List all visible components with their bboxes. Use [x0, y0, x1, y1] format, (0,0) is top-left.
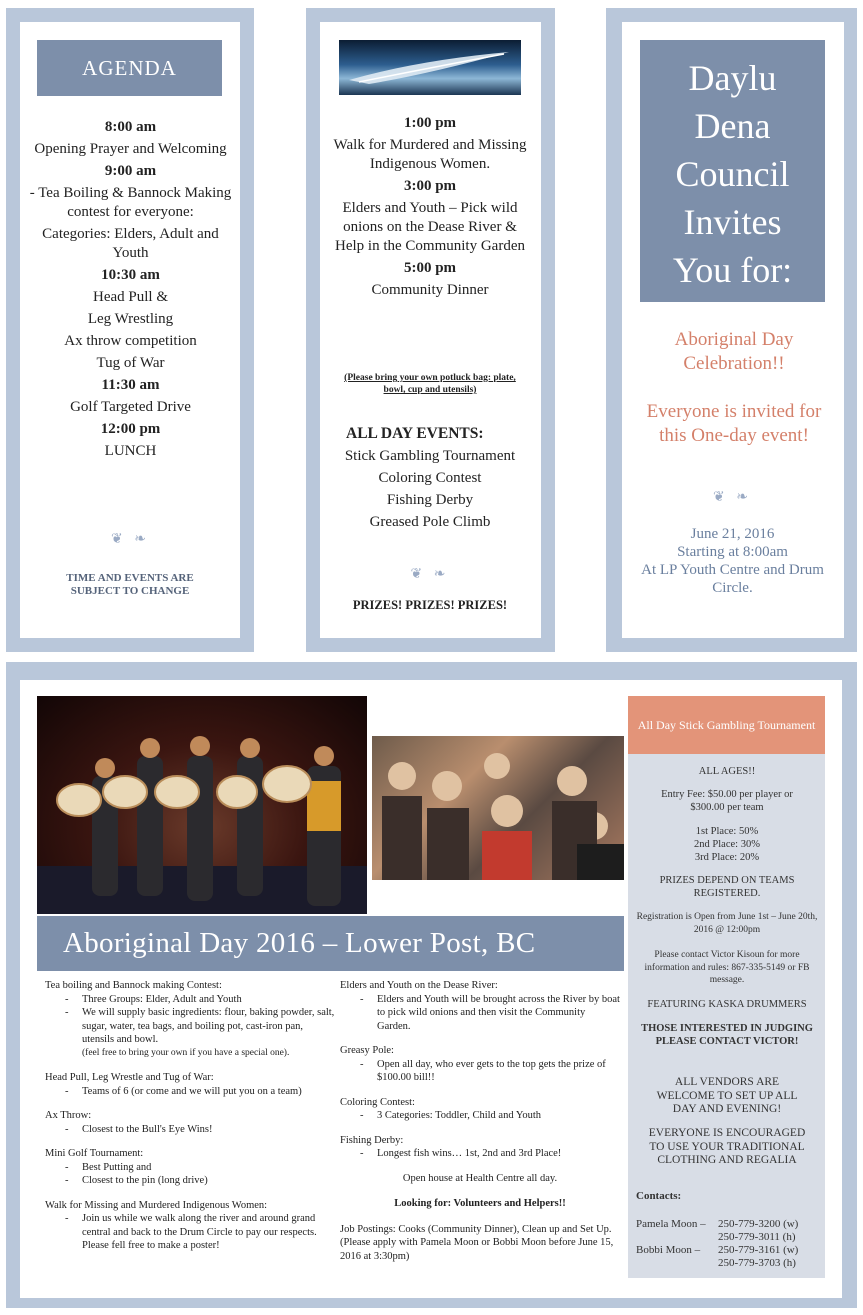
all-day-item: Fishing Derby [386, 492, 474, 508]
title-line: Daylu [688, 58, 777, 98]
section-heading: Mini Golf Tournament: [45, 1148, 144, 1159]
section-heading: Fishing Derby: [340, 1134, 404, 1146]
agenda-note: TIME AND EVENTS ARE SUBJECT TO CHANGE [66, 572, 194, 597]
details-section [45, 1071, 335, 1098]
bullet-item: - 3 Categories: Toddler, Child and Youth [340, 1109, 620, 1123]
contact-row [636, 1218, 822, 1231]
bullet-item: - We will supply basic ingredients: flour, baking powder, salt, sugar, water, tea bags, and boiling pot, cast-iron pan, utensils and bowl. [45, 1006, 335, 1047]
details-section [340, 1044, 620, 1085]
all-ages-text: ALL AGES!! [698, 766, 756, 777]
invite-text: Everyone is invited for this One-day event! [646, 401, 822, 446]
middle-time: 1:00 pm [403, 115, 457, 131]
agenda-list [28, 118, 233, 464]
title-line: Dena [694, 106, 771, 146]
agenda-event: - Tea Boiling & Bannock Making contest for everyone: [29, 185, 232, 220]
open-house-text: Open house at Health Centre all day. [402, 1172, 558, 1184]
details-section [45, 1199, 335, 1253]
agenda-event: Ax throw competition [64, 333, 197, 349]
registration-text: Registration is Open from June 1st – June 20th, 2016 @ 12:00pm [636, 912, 818, 935]
celebration-text: Aboriginal Day Celebration!! [674, 329, 794, 374]
details-right-column [340, 979, 620, 1263]
all-day-item: Greased Pole Climb [369, 514, 491, 530]
entry-fee-text: Entry Fee: $50.00 per player or $300.00 per team [661, 789, 793, 813]
bullet-item: - Best Putting and [45, 1161, 335, 1175]
middle-time: 5:00 pm [403, 260, 457, 276]
contact-phone-home: 250-779-3703 (h) [718, 1257, 796, 1269]
details-section [45, 1109, 335, 1136]
prizes-text: PRIZES! PRIZES! PRIZES! [352, 598, 508, 612]
section-note: (feel free to bring your own if you have a special one). [82, 1047, 290, 1058]
details-section [45, 979, 335, 1060]
judging-text: THOSE INTERESTED IN JUDGING PLEASE CONTACT VICTOR! [641, 1023, 813, 1047]
agenda-event: Golf Targeted Drive [70, 399, 191, 415]
section-heading: Head Pull, Leg Wrestle and Tug of War: [45, 1072, 214, 1083]
place-item: 3rd Place: 20% [694, 852, 760, 863]
place-item: 1st Place: 50% [695, 826, 759, 837]
details-section [340, 979, 620, 1033]
place-item: 2nd Place: 30% [694, 839, 760, 850]
job-postings-text: Job Postings: Cooks (Community Dinner), Clean up and Set Up. (Please apply with Pamela Moon or Bobbi Moon before June 15, 2016 at 3:30pm) [340, 1223, 614, 1262]
agenda-time: 11:30 am [101, 377, 160, 393]
middle-list [330, 114, 530, 303]
middle-event: Elders and Youth – Pick wild onions on the Dease River & Help in the Community Garden [335, 200, 525, 254]
contact-name: Bobbi Moon – [636, 1244, 701, 1256]
feather-graphic [339, 40, 521, 95]
title-line: Invites [683, 202, 782, 242]
featuring-text: FEATURING KASKA DRUMMERS [647, 999, 807, 1010]
bullet-item: - Open all day, who ever gets to the top gets the prize of $100.00 bill!! [340, 1058, 620, 1085]
details-section [45, 1147, 335, 1188]
section-heading: Coloring Contest: [340, 1096, 415, 1108]
prizes-depend-text: PRIZES DEPEND ON TEAMS REGISTERED. [659, 875, 795, 899]
potluck-note: (Please bring your own potluck bag: plate, bowl, cup and utensils) [344, 373, 516, 395]
contacts-list [632, 1218, 822, 1270]
all-day-item: Coloring Contest [378, 470, 482, 486]
title-line: Council [675, 154, 790, 194]
agenda-event: Leg Wrestling [87, 311, 174, 327]
contacts-title: Contacts: [636, 1190, 682, 1202]
contact-name: Pamela Moon – [636, 1218, 706, 1230]
details-left-column [45, 979, 335, 1264]
middle-time: 3:00 pm [403, 178, 457, 194]
contact-victor-text: Please contact Victor Kisoun for more information and rules: 867-335-5149 or FB message. [644, 950, 810, 985]
all-day-item: Stick Gambling Tournament [344, 448, 516, 464]
agenda-event: Tug of War [96, 355, 165, 371]
drummers-graphic [37, 696, 367, 914]
section-heading: Tea boiling and Bannock making Contest: [45, 980, 222, 991]
ornament-icon: ❦ ❧ [713, 490, 752, 505]
bullet-item: - Teams of 6 (or come and we will put you on a team) [45, 1085, 335, 1099]
agenda-time: 9:00 am [104, 163, 157, 179]
all-day-list [330, 447, 530, 535]
contact-phone-work: 250-779-3161 (w) [718, 1244, 799, 1256]
crowd-photo [372, 736, 624, 880]
agenda-time: 10:30 am [101, 267, 160, 283]
event-start: Starting at 8:00am [677, 544, 788, 560]
bullet-item: - Join us while we walk along the river and around grand central and back to the Drum Circle to pay our respects. Please fell free to make a poster! [45, 1212, 335, 1253]
event-details [640, 525, 825, 597]
agenda-time: 8:00 am [104, 119, 157, 135]
agenda-event: Opening Prayer and Welcoming [34, 141, 227, 157]
section-heading: Ax Throw: [45, 1110, 92, 1121]
contact-phone-home: 250-779-3011 (h) [718, 1231, 796, 1243]
drummers-photo [37, 696, 367, 914]
agenda-event: Categories: Elders, Adult and Youth [42, 226, 219, 261]
bullet-item: - Elders and Youth will be brought across the River by boat to pick wild onions and then visit the Community Garden. [340, 993, 620, 1034]
invite-title-box [640, 40, 825, 302]
ornament-icon: ❦ ❧ [111, 532, 150, 547]
bullet-item: - Closest to the pin (long drive) [45, 1174, 335, 1188]
details-section [340, 1134, 620, 1161]
section-heading: Elders and Youth on the Dease River: [340, 980, 498, 991]
details-section [340, 1096, 620, 1123]
title-line: You for: [672, 250, 793, 290]
event-date: June 21, 2016 [690, 526, 775, 542]
middle-event: Walk for Murdered and Missing Indigenous Women. [333, 137, 527, 172]
agenda-time: 12:00 pm [100, 421, 161, 437]
places-list [632, 825, 822, 864]
vendors-text: ALL VENDORS ARE WELCOME TO SET UP ALL DAY AND EVENING! [656, 1076, 798, 1115]
section-heading: Walk for Missing and Murdered Indigenous Women: [45, 1199, 268, 1211]
agenda-event: Head Pull & [93, 289, 168, 305]
contact-row [636, 1244, 822, 1257]
feather-image [339, 40, 521, 95]
middle-event: Community Dinner [371, 282, 489, 298]
section-heading: Greasy Pole: [340, 1045, 394, 1056]
crowd-graphic [372, 736, 624, 880]
bullet-item: - Closest to the Bull's Eye Wins! [45, 1123, 335, 1137]
event-banner: Aboriginal Day 2016 – Lower Post, BC [37, 916, 624, 971]
agenda-title: AGENDA [37, 40, 222, 96]
stick-gambling-title: All Day Stick Gambling Tournament [628, 696, 825, 754]
event-location: At LP Youth Centre and Drum Circle. [641, 562, 824, 596]
bullet-item: - Longest fish wins… 1st, 2nd and 3rd Place! [340, 1147, 620, 1161]
ornament-icon: ❦ ❧ [410, 567, 450, 582]
agenda-event: LUNCH [104, 443, 157, 459]
contact-phone-work: 250-779-3200 (w) [718, 1218, 799, 1230]
all-day-title: ALL DAY EVENTS: [346, 425, 484, 442]
bullet-item: - Three Groups: Elder, Adult and Youth [45, 993, 335, 1007]
looking-for-text: Looking for: Volunteers and Helpers!! [394, 1198, 566, 1209]
regalia-text: EVERYONE IS ENCOURAGED TO USE YOUR TRADITIONAL CLOTHING AND REGALIA [648, 1127, 806, 1166]
